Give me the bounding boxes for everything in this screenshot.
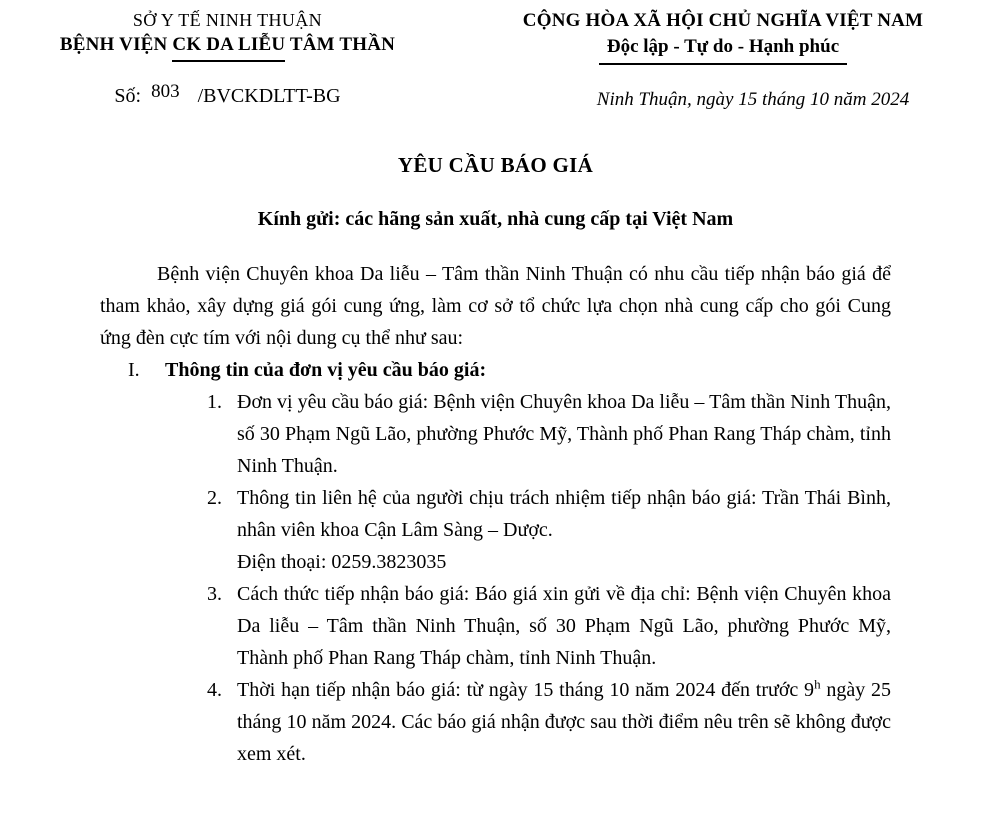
- item-text: Thông tin liên hệ của người chịu trách nhiệm tiếp nhận báo giá: Trần Thái Bình, nhân viên khoa Cận Lâm Sàng – Dược.: [237, 487, 891, 541]
- document-header: [0, 0, 991, 112]
- hospital-name-prefix: BỆNH VIỆN: [59, 34, 173, 55]
- list-item-4: [100, 674, 891, 770]
- list-item-1: [100, 386, 891, 482]
- hospital-name-underlined: CK DA LIỄU: [172, 32, 285, 62]
- section-heading: [100, 354, 891, 386]
- document-number-label: Số:: [114, 85, 142, 107]
- item-text: Cách thức tiếp nhận báo giá: Báo giá xin gửi về địa chỉ: Bệnh viện Chuyên khoa Da liễu – Tâm thần Ninh Thuận, số 30 Phạm Ngũ Lão, phường Phước Mỹ, Thành phố Phan Rang Tháp chàm, tỉnh Ninh Thuận.: [237, 583, 891, 669]
- document-number-line: [0, 83, 455, 110]
- item-number: 3.: [207, 583, 222, 605]
- issuer-block: [0, 8, 455, 112]
- document-number-symbol: /BVCKDLTT-BG: [197, 85, 341, 107]
- list-item-3: [100, 578, 891, 674]
- phone-line: Điện thoại: 0259.3823035: [237, 551, 447, 573]
- national-motto-line1: CỘNG HÒA XÃ HỘI CHỦ NGHĨA VIỆT NAM: [522, 10, 924, 31]
- item-text-after-superscript: ngày 25 tháng 10 năm 2024. Các báo giá nhận được sau thời điểm nêu trên sẽ không được xem xét.: [237, 679, 891, 765]
- document-title: YÊU CẦU BÁO GIÁ: [397, 153, 594, 177]
- document-number-value: 803: [151, 81, 180, 102]
- item-text-before-superscript: Thời hạn tiếp nhận báo giá: từ ngày 15 tháng 10 năm 2024 đến trước 9: [237, 679, 815, 701]
- item-number: 2.: [207, 487, 222, 509]
- superscript-hour: h: [814, 676, 821, 692]
- salutation-line: Kính gửi: các hãng sản xuất, nhà cung cấp tại Việt Nam: [257, 208, 734, 230]
- national-motto-underlined: Độc lập - Tự do - Hạnh phúc: [599, 34, 847, 65]
- hospital-name-suffix: TÂM THẦN: [285, 34, 396, 55]
- national-header-block: [455, 8, 991, 112]
- section-numeral: I.: [128, 359, 140, 381]
- hospital-name: [0, 32, 455, 57]
- item-number: 1.: [207, 391, 222, 413]
- intro-paragraph: Bệnh viện Chuyên khoa Da liễu – Tâm thần Ninh Thuận có nhu cầu tiếp nhận báo giá để tham khảo, xây dựng giá gói cung ứng, làm cơ sở tổ chức lựa chọn nhà cung cấp cho gói Cung ứng đèn cực tím với nội dung cụ thể như sau:: [100, 263, 891, 349]
- section-title: Thông tin của đơn vị yêu cầu báo giá:: [165, 359, 487, 381]
- document-body: [0, 258, 991, 770]
- place-date-line: Ninh Thuận, ngày 15 tháng 10 năm 2024: [596, 89, 910, 110]
- national-motto-line2: [455, 34, 991, 59]
- issuer-department: SỞ Y TẾ NINH THUẬN: [132, 10, 323, 30]
- item-text: Đơn vị yêu cầu báo giá: Bệnh viện Chuyên khoa Da liễu – Tâm thần Ninh Thuận, số 30 Phạm Ngũ Lão, phường Phước Mỹ, Thành phố Phan Rang Tháp chàm, tỉnh Ninh Thuận.: [237, 391, 891, 477]
- item-number: 4.: [207, 679, 222, 701]
- list-item-2: [100, 482, 891, 578]
